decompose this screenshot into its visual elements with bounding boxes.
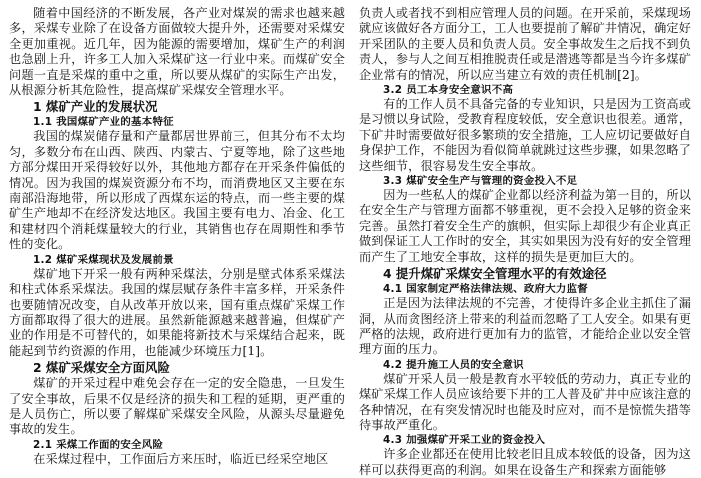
right-column (359, 0, 701, 477)
section-heading-4: 4 提升煤矿采煤安全管理水平的有效途径 (383, 266, 607, 282)
subsection-heading-4-3: 4.3 加强煤矿开采工业的资金投入 (383, 434, 546, 447)
subsection-heading-4-2: 4.2 提升施工人员的安全意识 (383, 358, 524, 371)
paragraph-4-3: 许多企业都还在使用比较老旧且成本较低的设备，因为这样可以获得更高的利润。如果在设备生产和探索方面能够 (359, 447, 691, 477)
subsection-heading-3-2: 3.2 员工本身安全意识不高 (383, 84, 514, 97)
paragraph-3-1-cont: 负责人或者找不到相应管理人员的问题。在开采前，采煤现场就应该做好各方面分工，工人也要提前了解矿井情况，确定好开采团队的主要人员和负责人员。安全事故发生之后找不到负责人，参与人之间互相推脱责任或是潜逃等都是当今许多煤矿企业常有的情况，所以应当建立有效的责任机制[2]。 (359, 6, 691, 82)
subsection-heading-3-3: 3.3 煤矿安全生产与管理的资金投入不足 (383, 175, 578, 188)
section-heading-2: 2 煤矿采煤安全方面风险 (33, 360, 170, 376)
subsection-heading-1-2: 1.2 煤矿采煤现状及发展前景 (33, 253, 174, 266)
subsection-heading-1-1: 1.1 我国煤矿产业的基本特征 (33, 116, 174, 129)
section-heading-1: 1 煤矿产业的发展状况 (33, 99, 158, 115)
paragraph-1-1: 我国的煤炭储存量和产量都居世界前三，但其分布不太均匀，多数分布在山西、陕西、内蒙古、宁夏等地，除了这些地方部分煤田开采得较好以外，其他地方都存在开采条件偏低的情况。因为我国的煤炭资源分布不均，而消费地区又主要在东南部沿海地带，所以形成了西煤东运的特点，而一些主要的煤矿生产地却不在经济发达地区。我国主要有电力、冶金、化工和建材四个消耗煤量较大的行业，其销售也存在周期性和季节性的变化。 (9, 129, 345, 252)
subsection-heading-4-1: 4.1 国家制定严格法律法规、政府大力监督 (383, 283, 588, 296)
paragraph-3-2: 有的工作人员不具备完备的专业知识，只是因为工资高或是习惯以身试险，受教育程度较低，安全意识也很差。通常，下矿井时需要做好很多繁琐的安全措施，工人应切记要做好自身保护工作，不能因为看似简单就跳过这些步骤，如果忽略了这些细节，很容易发生安全事故。 (359, 97, 691, 173)
paragraph-4-2: 煤矿开采人员一般是教育水平较低的劳动力，真正专业的煤矿采煤工作人员应该给要下井的工人普及矿井中应该注意的各种情况，在有突发情况时也能及时应对，而不是惊慌失措等待事故严重化。 (359, 371, 691, 432)
subsection-heading-2-1: 2.1 采煤工作面的安全风险 (33, 438, 164, 451)
paragraph-2-1: 在采煤过程中，工作面后方来压时，临近已经采空地区 (33, 451, 329, 466)
paragraph-1-2: 煤矿地下开采一般有两种采煤法，分别是壁式体系采煤法和柱式体系采煤法。我国的煤层赋存条件丰富多样，开采条件也要随情况改变，自从改革开放以来，国有重点煤矿采煤工作方面都取得了很大的进展。虽然新能源越来越普遍，但煤矿产业的作用是不可替代的，如果能将新技术与采煤结合起来，既能起到节约资源的作用，也能减少环境压力[1]。 (9, 266, 345, 358)
intro-paragraph: 随着中国经济的不断发展，各产业对煤炭的需求也越来越多，采煤专业除了在设备方面做较大提升外，还需要对采煤安全更加重视。近几年，因为能源的需要增加，煤矿生产的利润也急剧上升，许多工人加入采煤矿这一行业中来。而煤矿安全问题一直是采煤的重中之重，所以要从煤矿的实际生产出发，从根源分析其危险性，提高煤矿采煤安全管理水平。 (9, 6, 345, 98)
paragraph-3-3: 因为一些私人的煤矿企业都以经济利益为第一目的，所以在安全生产与管理方面都不够重视，更不会投入足够的资金来完善。虽然打着安全生产的旗帜，但实际上却很少有企业真正做到保证工人工作时的安全，其实如果因为没有好的安全管理而产生了工地安全事故，这样的损失是更加巨大的。 (359, 188, 691, 264)
paragraph-4-1: 正是因为法律法规的不完善，才使得许多企业主抓住了漏洞，从而贪图经济上带来的利益而忽略了工人安全。如果有更严格的法规，政府进行更加有力的监管，才能给企业以安全管理方面的压力。 (359, 296, 691, 357)
paragraph-2: 煤矿的开采过程中难免会存在一定的安全隐患，一旦发生了安全事故，后果不仅是经济的损失和工程的延期，更严重的是人员伤亡，所以要了解煤矿采煤安全风险，从源头尽量避免事故的发生。 (9, 376, 345, 437)
left-column (0, 0, 345, 469)
